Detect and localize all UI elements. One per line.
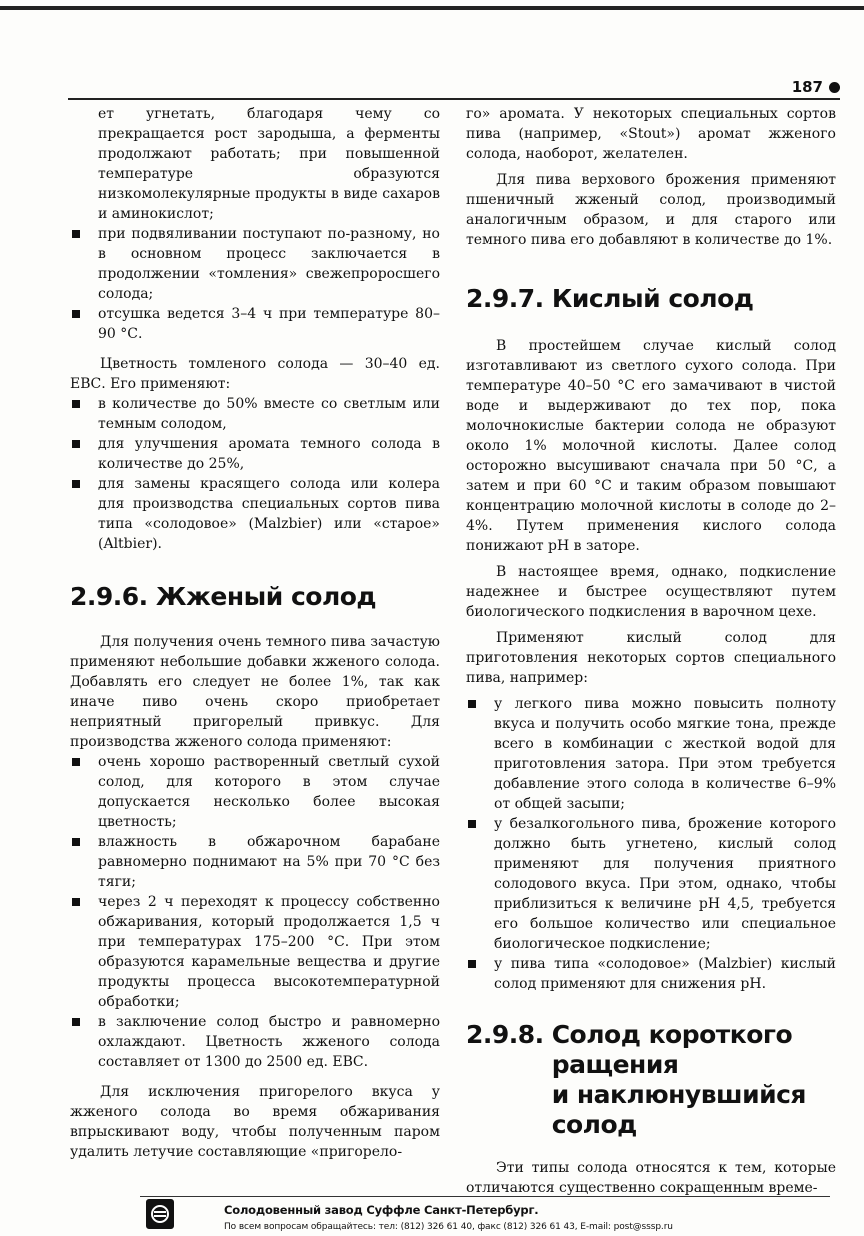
list-item: для замены красящего солода или колера для производства специальных сортов пива типа «солодовое» (Malzbier) или «старое» (Altbier).	[70, 474, 440, 554]
bullet-list-a	[70, 224, 440, 344]
bullet-square-icon	[72, 898, 80, 906]
bullet-square-icon	[72, 1018, 80, 1026]
bullet-square-icon	[468, 820, 476, 828]
bullet-square-icon	[72, 758, 80, 766]
page-number-text: 187	[791, 78, 823, 96]
logo-mark-icon	[150, 1204, 170, 1224]
section-heading-2-9-8: 2.9.8. Солод короткого ращения и наклюнувшийся солод	[466, 1020, 806, 1139]
bullet-square-icon	[468, 700, 476, 708]
paragraph-continued: го» аромата. У некоторых специальных сортов пива (например, «Stout») аромат жженого солода, наоборот, желателен.	[466, 106, 836, 162]
list-item: очень хорошо растворенный светлый сухой солод, для которого в этом случае допускается несколько более высокая цветность;	[70, 752, 440, 832]
paragraph-intro: ет угнетать, благодаря чему со прекращается рост зародыша, а ферменты продолжают работать; при повышенной температуре образуются низкомолекулярные продукты в виде сахаров и аминокислот;	[98, 106, 440, 222]
header-rule	[68, 98, 840, 100]
bullet-square-icon	[72, 230, 80, 238]
section-heading-2-9-7: 2.9.7. Кислый солод	[466, 284, 754, 313]
malt-plant-logo-icon	[146, 1199, 174, 1229]
paragraph-color: Цветность томленого солода — 30–40 ед. ЕВС. Его применяют:	[70, 356, 440, 392]
footer-rule	[140, 1196, 830, 1197]
bullet-list-d	[466, 694, 836, 994]
right-column	[466, 104, 836, 1198]
paragraph-2-9-7-b: В настоящее время, однако, подкисление надежнее и быстрее осуществляют путем биологического подкисления в варочном цехе.	[466, 564, 836, 620]
list-item: у пива типа «солодовое» (Malzbier) кислый солод применяют для снижения pH.	[466, 954, 836, 994]
list-item: у легкого пива можно повысить полноту вкуса и получить особо мягкие тона, прежде всего в комбинации с жесткой водой для приготовления затора. При этом требуется добавление этого солода в количестве 6–9% от общей засыпи;	[466, 694, 836, 814]
page-number	[792, 78, 840, 96]
list-item: через 2 ч переходят к процессу собственно обжаривания, который продолжается 1,5 ч при температурах 175–200 °С. При этом образуются карамельные вещества и другие продукты процесса высокотемпературной обработки;	[70, 892, 440, 1012]
paragraph-2-9-7-c: Применяют кислый солод для приготовления некоторых сортов специального пива, например:	[466, 630, 836, 686]
bullet-list-c	[70, 752, 440, 1072]
paragraph-2-9-8: Эти типы солода относятся к тем, которые отличаются существенно сокращенным време-	[466, 1160, 836, 1196]
bullet-square-icon	[72, 838, 80, 846]
bullet-square-icon	[72, 310, 80, 318]
list-item: для улучшения аромата темного солода в количестве до 25%,	[70, 434, 440, 474]
list-item: у безалкогольного пива, брожение которого должно быть угнетено, кислый солод применяют для получения приятного солодового вкуса. При этом, однако, чтобы приблизиться к величине pH 4,5, требуется его большое количество или специальное биологическое подкисление;	[466, 814, 836, 954]
page-dot-icon	[829, 82, 840, 93]
footer-contact-line: По всем вопросам обращайтесь: тел: (812) 326 61 40, факс (812) 326 61 43, E-mail: post@sssp.ru	[224, 1222, 673, 1232]
paragraph-end-left: Для исключения пригорелого вкуса у жженого солода во время обжаривания впрыскивают воду, чтобы полученным паром удалить летучие составляющие «пригорело-	[70, 1084, 440, 1160]
paragraph-top-fermentation: Для пива верхового брожения применяют пшеничный жженый солод, производимый аналогичным образом, и для старого или темного пива его добавляют в количестве до 1%.	[466, 172, 836, 248]
list-item: отсушка ведется 3–4 ч при температуре 80–90 °С.	[70, 304, 440, 344]
list-item: в заключение солод быстро и равномерно охлаждают. Цветность жженого солода составляет от 1300 до 2500 ед. ЕВС.	[70, 1012, 440, 1072]
list-item: при подвяливании поступают по-разному, но в основном процесс заключается в продолжении «томления» свежепроросшего солода;	[70, 224, 440, 304]
bullet-square-icon	[72, 480, 80, 488]
footer-company-line: Солодовенный завод Суффле Санкт-Петербург.	[224, 1203, 539, 1217]
bullet-square-icon	[72, 440, 80, 448]
paragraph-2-9-6: Для получения очень темного пива зачастую применяют небольшие добавки жженого солода. Добавлять его следует не более 1%, так как иначе пиво очень скоро приобретает неприятный пригорелый привкус. Для производства жженого солода применяют:	[70, 634, 440, 750]
list-item: в количестве до 50% вместе со светлым или темным солодом,	[70, 394, 440, 434]
bullet-list-b	[70, 394, 440, 554]
paragraph-2-9-7-a: В простейшем случае кислый солод изготавливают из светлого сухого солода. При температуре 40–50 °С его замачивают в чистой воде и выдерживают до тех пор, пока молочнокислые бактерии солода не образуют около 1% молочной кислоты. Далее солод осторожно высушивают сначала при 50 °С, а затем и при 60 °С и таким образом повышают концентрацию молочной кислоты в солоде до 2–4%. Путем применения кислого солода понижают pH в заторе.	[466, 338, 836, 554]
section-heading-2-9-6: 2.9.6. Жженый солод	[70, 582, 377, 611]
top-border-rule	[0, 6, 864, 10]
bullet-square-icon	[468, 960, 476, 968]
left-column	[70, 104, 440, 1162]
list-item: влажность в обжарочном барабане равномерно поднимают на 5% при 70 °С без тяги;	[70, 832, 440, 892]
bullet-square-icon	[72, 400, 80, 408]
